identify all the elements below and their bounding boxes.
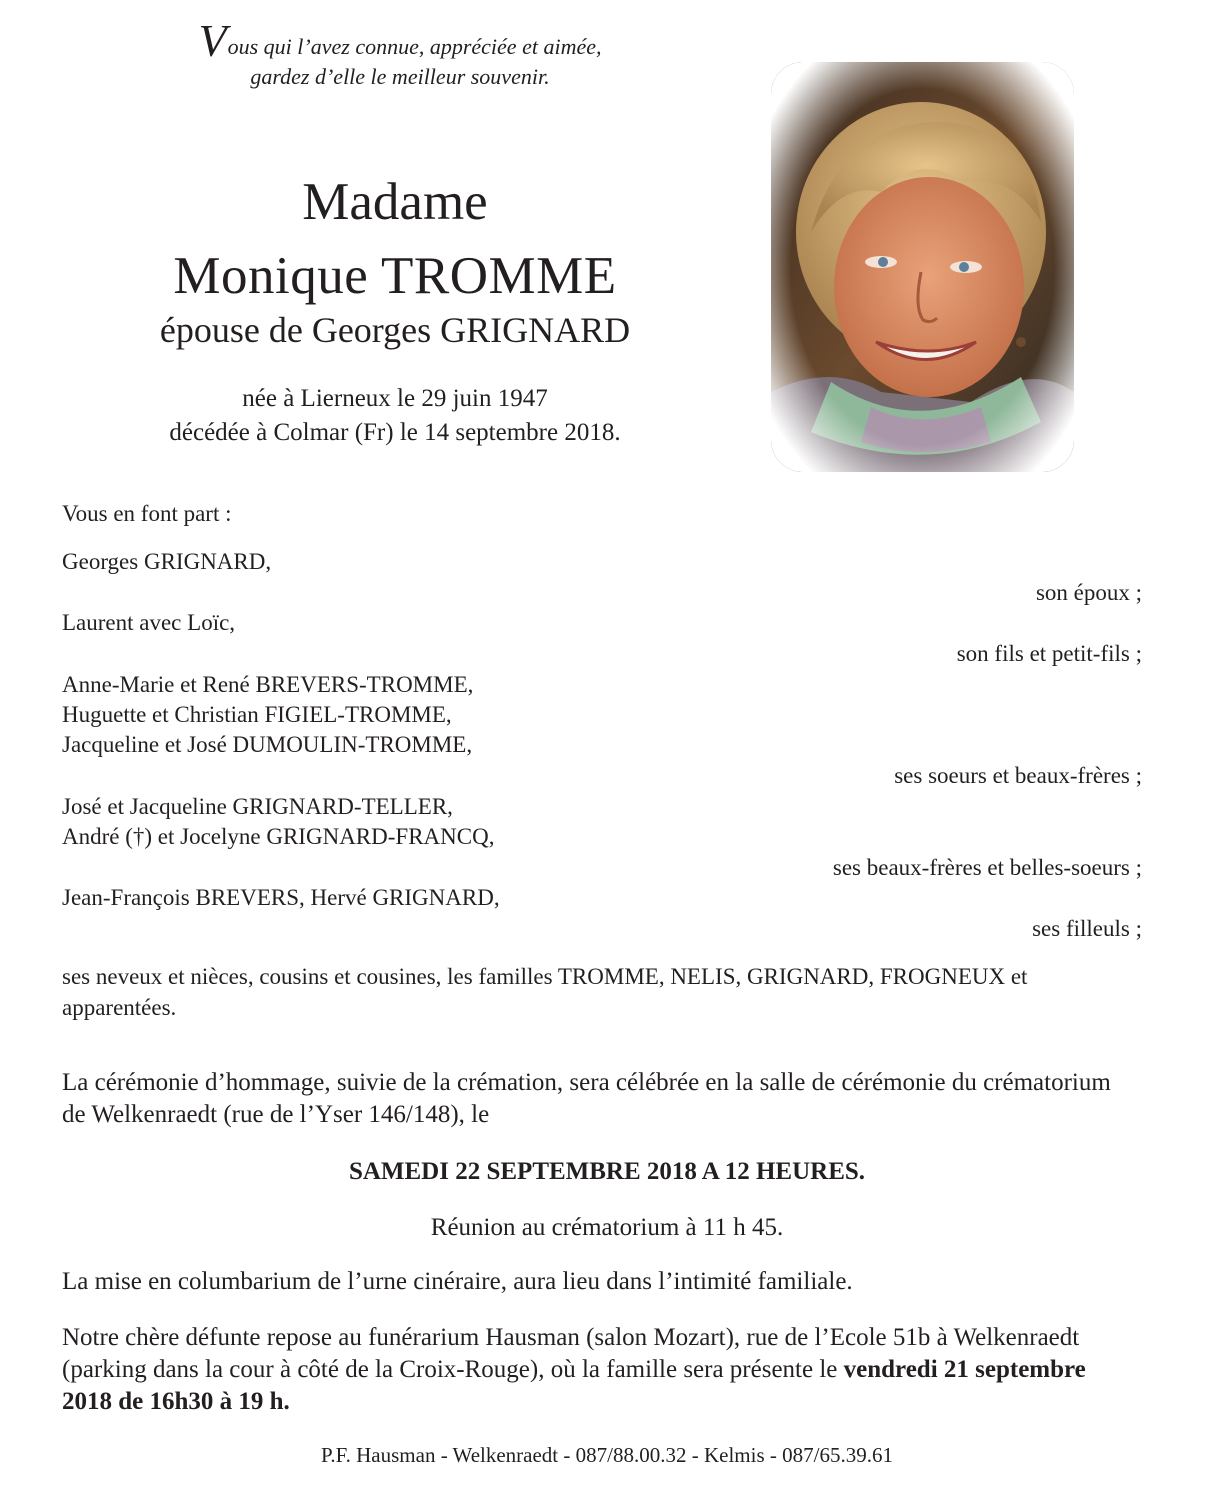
family-names-3b: Huguette et Christian FIGIEL-TROMME,: [62, 702, 452, 727]
ceremony-date: SAMEDI 22 SEPTEMBRE 2018 A 12 HEURES.: [348, 1158, 866, 1185]
family-intro: Vous en font part :: [62, 501, 232, 526]
relation-in-laws: ses beaux-frères et belles-soeurs ;: [832, 855, 1142, 880]
relation-sisters: ses soeurs et beaux-frères ;: [894, 763, 1142, 788]
quote-line-1: Vous qui l’avez connue, appréciée et aimée,: [198, 15, 602, 66]
quote-initial: V: [198, 15, 227, 66]
family-others: ses neveux et nièces, cousins et cousines, les familles TROMME, NELIS, GRIGNARD, FROGNEUX et apparentées.: [62, 964, 1028, 1020]
portrait-image: [771, 62, 1074, 472]
family-names-3c: Jacqueline et José DUMOULIN-TROMME,: [62, 732, 473, 757]
deceased-name: Monique TROMME: [173, 247, 617, 305]
family-names-4a: José et Jacqueline GRIGNARD-TELLER,: [62, 794, 453, 819]
deceased-title: Madame: [302, 173, 488, 231]
death-line: décédée à Colmar (Fr) le 14 septembre 2018.: [169, 419, 621, 446]
visitation-date: vendredi 21 septembre 2018 de 16h30 à 19 h.: [62, 1356, 1086, 1415]
meeting-time: Réunion au crématorium à 11 h 45.: [430, 1214, 784, 1241]
deceased-name-block: [95, 168, 695, 450]
relation-godchildren: ses filleuls ;: [1032, 916, 1142, 941]
funeral-home-footer: P.F. Hausman - Welkenraedt - 087/88.00.32 - Kelmis - 087/65.39.61: [321, 1443, 893, 1467]
relation-spouse: son époux ;: [1035, 580, 1142, 605]
memorial-quote: [150, 15, 650, 92]
quote-line-2: gardez d’elle le meilleur souvenir.: [250, 64, 550, 89]
life-dates: [95, 382, 695, 450]
family-names-3a: Anne-Marie et René BREVERS-TROMME,: [62, 672, 474, 697]
family-names-2: Laurent avec Loïc,: [62, 610, 236, 635]
relation-son: son fils et petit-fils ;: [956, 641, 1142, 666]
visitation-description: Notre chère défunte repose au funérarium Hausman (salon Mozart), rue de l’Ecole 51b à Welkenraedt (parking dans la cour à côté de la Croix-Rouge), où la famille sera présente le: [62, 1324, 1080, 1383]
birth-line: née à Lierneux le 29 juin 1947: [242, 385, 548, 412]
family-names-5: Jean-François BREVERS, Hervé GRIGNARD,: [62, 885, 500, 910]
portrait-photo: [771, 62, 1074, 472]
columbarium-text: La mise en columbarium de l’urne cinéraire, aura lieu dans l’intimité familiale.: [62, 1268, 853, 1295]
visitation-text: [62, 1322, 1122, 1418]
family-names-4b: André (†) et Jocelyne GRIGNARD-FRANCQ,: [62, 824, 495, 849]
ceremony-text: La cérémonie d’hommage, suivie de la crémation, sera célébrée en la salle de cérémonie du crématorium de Welkenraedt (rue de l’Yser 146/148), le: [62, 1069, 1111, 1128]
spouse-line: épouse de Georges GRIGNARD: [159, 310, 631, 350]
family-names-1: Georges GRIGNARD,: [62, 549, 272, 574]
